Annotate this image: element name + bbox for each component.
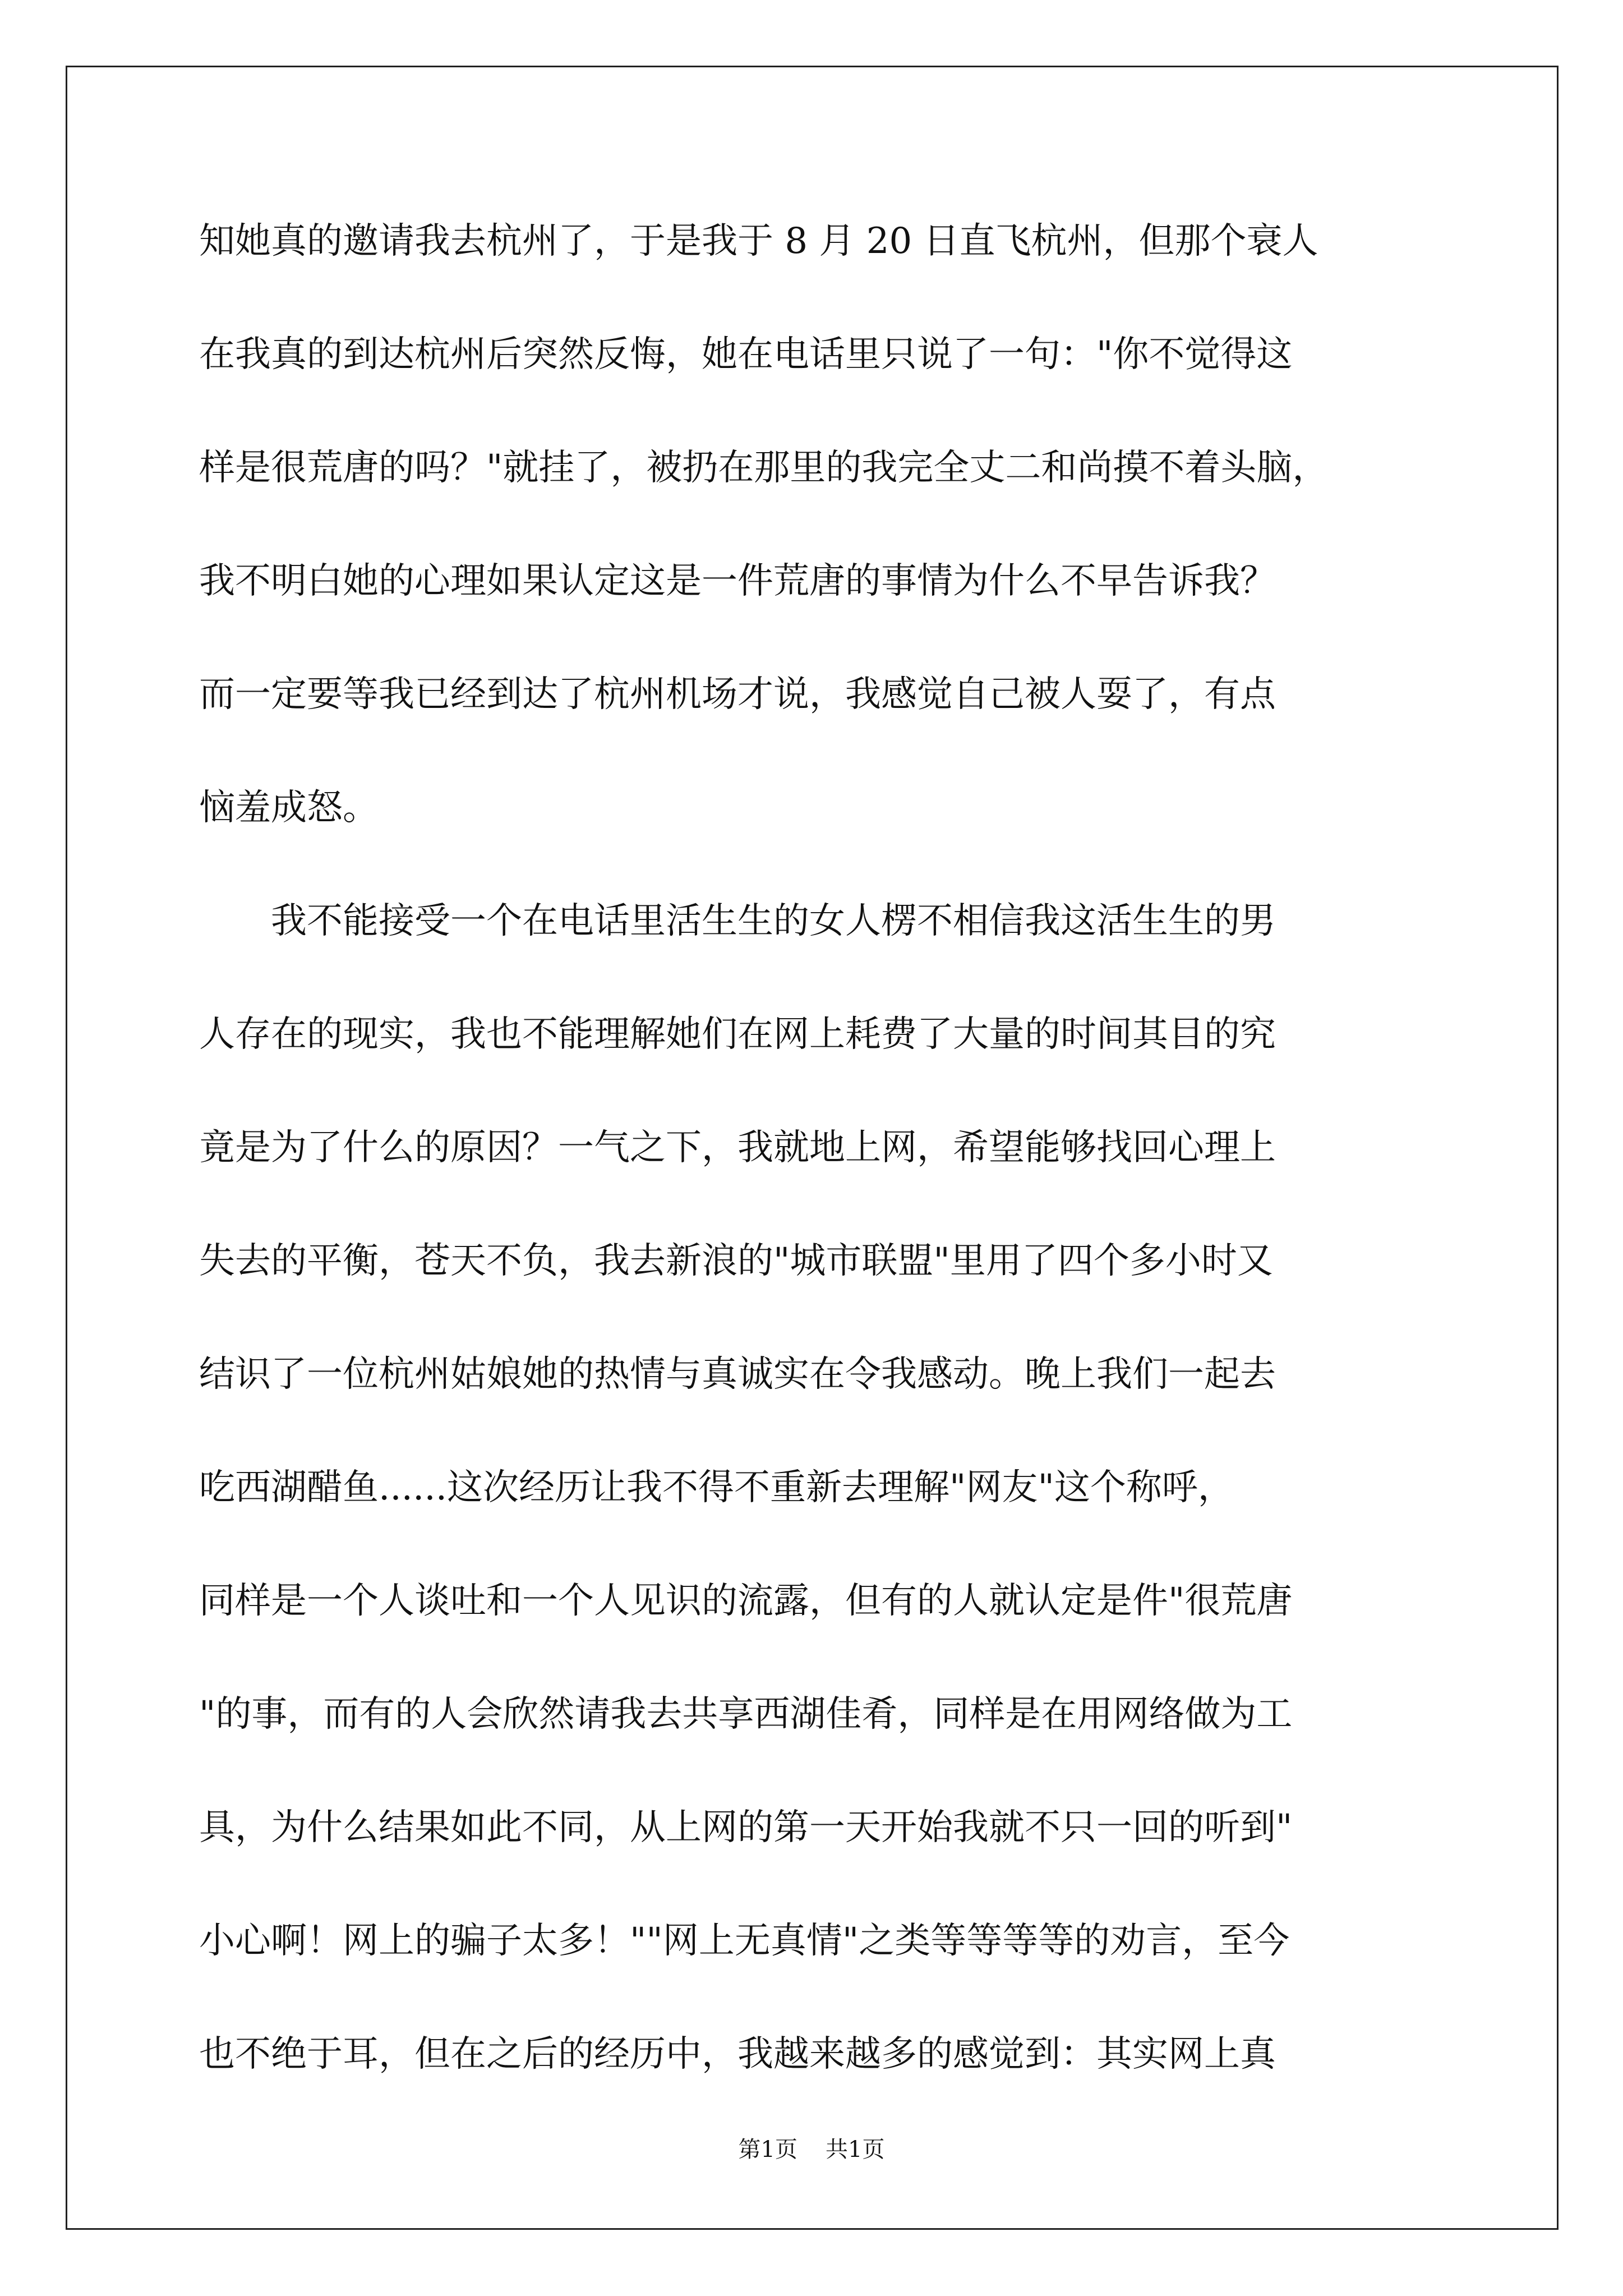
text-line: 竟是为了什么的原因？一气之下，我就地上网，希望能够找回心理上: [199, 1127, 1276, 1168]
text-line: 在我真的到达杭州后突然反悔，她在电话里只说了一句："你不觉得这: [199, 334, 1293, 375]
text-line: "的事，而有的人会欣然请我去共享西湖佳肴，同样是在用网络做为工: [199, 1694, 1293, 1735]
text-line: 我不能接受一个在电话里活生生的女人楞不相信我这活生生的男: [199, 900, 1276, 942]
text-line: 结识了一位杭州姑娘她的热情与真诚实在令我感动。晚上我们一起去: [199, 1354, 1276, 1395]
text-line: 人存在的现实，我也不能理解她们在网上耗费了大量的时间其目的究: [199, 1014, 1276, 1055]
text-line: 同样是一个人谈吐和一个人见识的流露，但有的人就认定是件"很荒唐: [199, 1580, 1293, 1622]
text-line: 恼羞成怒。: [199, 787, 379, 829]
page-total: 共1页: [826, 2137, 885, 2162]
text-line: 吃西湖醋鱼......这次经历让我不得不重新去理解"网友"这个称呼，: [199, 1467, 1234, 1508]
text-line: 知她真的邀请我去杭州了，于是我于 8 月 20 日直飞杭州，但那个衰人: [199, 220, 1318, 262]
text-line: 样是很荒唐的吗？"就挂了，被扔在那里的我完全丈二和尚摸不着头脑，: [199, 447, 1329, 489]
text-line: 失去的平衡，苍天不负，我去新浪的"城市联盟"里用了四个多小时又: [199, 1240, 1273, 1282]
text-line: 我不明白她的心理如果认定这是一件荒唐的事情为什么不早告诉我？: [199, 560, 1276, 602]
page-number: 第1页: [738, 2137, 797, 2162]
page-footer: [0, 2133, 1623, 2166]
text-line: 具，为什么结果如此不同，从上网的第一天开始我就不只一回的听到": [199, 1807, 1293, 1848]
text-line: 也不绝于耳，但在之后的经历中，我越来越多的感觉到：其实网上真: [199, 2033, 1276, 2075]
text-line: 而一定要等我已经到达了杭州机场才说，我感觉自己被人耍了，有点: [199, 674, 1276, 715]
text-line: 小心啊！网上的骗子太多！""网上无真情"之类等等等等的劝言，至今: [199, 1920, 1290, 1962]
